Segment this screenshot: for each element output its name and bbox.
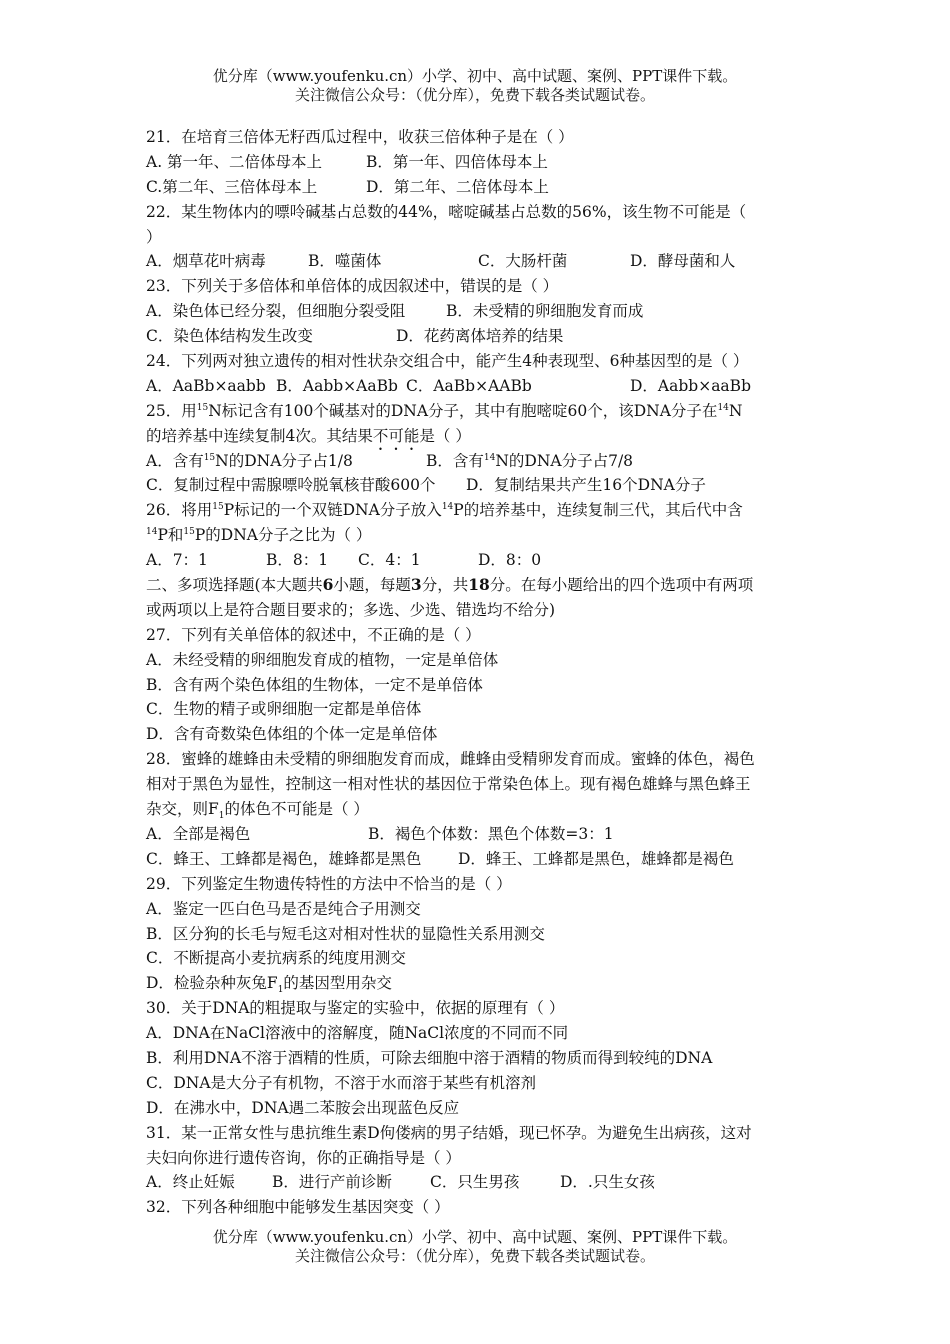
q26-sup: 14 <box>146 527 158 538</box>
q25-option-a-text: A．含有 <box>146 451 204 470</box>
q25-text: N标记含有100个碱基对的DNA分子，其中有胞嘧啶60个，该DNA分子在 <box>208 401 718 420</box>
q30-option-a: A．DNA在NaCl溶液中的溶解度，随NaCl浓度的不同而不同 <box>146 1024 569 1043</box>
q29-option-a: A．鉴定一匹白色马是否是纯合子用测交 <box>146 899 421 918</box>
q21-option-a: A. 第一年、二倍体母本上 <box>146 152 323 171</box>
q25-option-a <box>146 449 426 474</box>
q28-option-b: B．褐色个体数：黑色个体数=3：1 <box>368 824 614 843</box>
q25-stem-1 <box>146 399 816 424</box>
q23-stem: 23．下列关于多倍体和单倍体的成因叙述中，错误的是（ ） <box>146 277 559 296</box>
q26-stem-2 <box>146 523 816 548</box>
header-line-2: 关注微信公众号：（优分库），免费下载各类试题试卷。 <box>294 86 655 104</box>
q21-option-d: D．第二年、二倍体母本上 <box>366 177 549 196</box>
q23-options-ab <box>146 299 816 324</box>
q26-sup: 14 <box>441 502 454 513</box>
section2-text: 本大题共 <box>260 576 323 595</box>
q31-stem-2: 夫妇向你进行遗传咨询，你的正确指导是（ ） <box>146 1148 461 1167</box>
q27-option-c: C．生物的精子或卵细胞一定都是单倍体 <box>146 700 422 719</box>
q27-option-a: A．未经受精的卵细胞发育成的植物，一定是单倍体 <box>146 650 499 669</box>
q30-stem: 30．关于DNA的粗提取与鉴定的实验中，依据的原理有（ ） <box>146 999 565 1018</box>
q26-sup: 15 <box>212 502 224 513</box>
q24-option-d: D．Aabb×aaBb <box>630 376 751 395</box>
q23-option-c: C．染色体结构发生改变 <box>146 327 313 346</box>
q23-option-a: A．染色体已经分裂，但细胞分裂受阻 <box>146 302 406 321</box>
q23-option-d: D．花药离体培养的结果 <box>396 327 564 346</box>
q26-stem-1 <box>146 498 816 523</box>
footer-line-2: 关注微信公众号：（优分库），免费下载各类试题试卷。 <box>294 1247 655 1265</box>
q31-option-c: C．只生男孩 <box>430 1173 520 1192</box>
q29-option-d-sub: 1 <box>277 985 284 996</box>
q27-option-d: D．含有奇数染色体组的个体一定是单倍体 <box>146 725 438 744</box>
q30-option-d: D．在沸水中，DNA遇二苯胺会出现蓝色反应 <box>146 1098 460 1117</box>
q31-option-a: A．终止妊娠 <box>146 1173 235 1192</box>
q25-sup-14: 14 <box>717 402 729 413</box>
q22-stem-2: ） <box>146 227 162 246</box>
q22-options <box>146 249 816 274</box>
q27-option-b: B．含有两个染色体组的生物体，一定不是单倍体 <box>146 675 483 694</box>
q25-text: N <box>728 401 743 420</box>
q21-options-cd <box>146 175 816 200</box>
q27-stem: 27．下列有关单倍体的叙述中，不正确的是（ ） <box>146 625 481 644</box>
q30-option-c: C．DNA是大分子有机物，不溶于水而溶于某些有机溶剂 <box>146 1073 537 1092</box>
q24-option-a: A．AaBb×aabb <box>146 376 266 395</box>
q29-option-d <box>146 971 816 996</box>
header-line-1: 优分库（www.youfenku.cn）小学、初中、高中试题、案例、PPT课件下载。 <box>212 67 738 85</box>
q28-option-a: A．全部是褐色 <box>146 824 251 843</box>
q25-option-b <box>426 452 633 470</box>
q32-stem: 32．下列各种细胞中能够发生基因突变（ ） <box>146 1198 450 1217</box>
section2-heading-2: 或两项以上是符合题目要求的；多选、少选、错选均不给分) <box>146 600 556 619</box>
q30-option-b: B．利用DNA不溶于酒精的性质，可除去细胞中溶于酒精的物质而得到较纯的DNA <box>146 1048 713 1067</box>
q26-option-c: C．4：1 <box>358 551 421 570</box>
q28-option-d: D．蜂王、工蜂都是黑色，雄蜂都是褐色 <box>458 849 734 868</box>
q31-option-d: D．.只生女孩 <box>560 1173 655 1192</box>
q31-options <box>146 1170 816 1195</box>
q26-text: P的培养基中，连续复制三代，其后代中含 <box>453 501 743 520</box>
q25-text: 是（ ） <box>419 426 471 445</box>
q31-option-b: B．进行产前诊断 <box>272 1173 392 1192</box>
q26-sup: 15 <box>183 527 195 538</box>
q25-option-d: D．复制结果共产生16个DNA分子 <box>466 476 706 495</box>
q28-options-cd <box>146 847 816 872</box>
q26-option-b: B．8：1 <box>266 551 329 570</box>
q22-option-c: C．大肠杆菌 <box>478 252 568 271</box>
q29-option-c: C．不断提高小麦抗病系的纯度用测交 <box>146 949 406 968</box>
q31-stem-1: 31．某一正常女性与患抗维生素D佝偻病的男子结婚，现已怀孕。为避免生出病孩，这对 <box>146 1123 752 1142</box>
section2-total: 18 <box>468 575 490 595</box>
q29-stem: 29．下列鉴定生物遗传特性的方法中不恰当的是（ ） <box>146 874 512 893</box>
section2-score: 3 <box>410 575 422 595</box>
footer-line-1: 优分库（www.youfenku.cn）小学、初中、高中试题、案例、PPT课件下载。 <box>212 1228 738 1246</box>
q22-option-d: D．酵母菌和人 <box>630 252 736 271</box>
q25-sup-15: 15 <box>196 402 209 413</box>
q24-option-c: C．AaBb×AABb <box>406 376 532 395</box>
q25-option-a-text: N的DNA分子占1/8 <box>215 451 353 470</box>
q24-option-b: B．Aabb×AaBb <box>276 376 398 395</box>
section2-text: 小题，每题 <box>333 576 411 595</box>
q29-option-b: B．区分狗的长毛与短毛这对相对性状的显隐性关系用测交 <box>146 924 545 943</box>
q28-text: 杂交，则F <box>146 800 219 819</box>
q25-option-a-sup: 15 <box>203 452 216 463</box>
page-header <box>0 67 950 105</box>
q24-options <box>146 374 816 399</box>
q25-text: 25．用 <box>146 401 197 420</box>
q21-stem: 21．在培育三倍体无籽西瓜过程中，收获三倍体种子是在（ ） <box>146 128 574 146</box>
q25-stem-2 <box>146 424 816 449</box>
q29-option-d-text: 的基因型用杂交 <box>283 974 392 993</box>
q28-option-c: C．蜂王、工蜂都是褐色，雄蜂都是黑色 <box>146 849 422 868</box>
section2-count: 6 <box>322 575 334 595</box>
section2-text: 分，共 <box>421 576 469 595</box>
q21-option-c: C.第二年、三倍体母本上 <box>146 177 318 196</box>
q25-option-b-text: N的DNA分子占7/8 <box>495 451 634 470</box>
q25-options-cd <box>146 473 816 498</box>
section2-text: 二、多项选择题( <box>146 576 261 595</box>
q26-options <box>146 548 816 573</box>
q26-text: 26．将用 <box>146 501 213 520</box>
q29-option-d-text: D．检验杂种灰兔F <box>146 974 278 993</box>
q26-text: P标记的一个双链DNA分子放入 <box>223 501 442 520</box>
q28-options-ab <box>146 822 816 847</box>
q28-text: 的体色不可能是（ ） <box>224 800 369 819</box>
q26-text: P和 <box>157 526 184 545</box>
q25-options-ab <box>146 449 816 474</box>
q26-text: P的DNA分子之比为（ ） <box>194 526 372 545</box>
section2-heading-1 <box>146 573 816 598</box>
section2-text: 分。在每小题给出的四个选项中有两项 <box>489 576 754 595</box>
q25-emphasis: 不可能 <box>372 426 420 445</box>
q28-stem-1: 28．蜜蜂的雄蜂由未受精的卵细胞发育而成，雌蜂由受精卵发育而成。蜜蜂的体色，褐色 <box>146 750 755 769</box>
q28-stem-2: 相对于黑色为显性，控制这一相对性状的基因位于常染色体上。现有褐色雄蜂与黑色蜂王 <box>146 775 751 794</box>
q24-stem: 24．下列两对独立遗传的相对性状杂交组合中，能产生4种表现型、6种基因型的是（ ） <box>146 352 749 371</box>
exam-content <box>146 125 816 1220</box>
q22-option-a: A．烟草花叶病毒 <box>146 252 266 271</box>
q28-sub: 1 <box>218 811 225 822</box>
q21-options-ab <box>146 150 816 175</box>
q23-options-cd <box>146 324 816 349</box>
page-footer <box>0 1228 950 1266</box>
q25-option-c: C．复制过程中需腺嘌呤脱氧核苷酸600个 <box>146 476 436 495</box>
q23-option-b: B．未受精的卵细胞发育而成 <box>446 302 644 321</box>
q28-stem-3 <box>146 797 816 822</box>
q25-option-b-text: B．含有 <box>426 451 484 470</box>
q25-text: 的培养基中连续复制4次。其结果 <box>146 426 373 445</box>
q22-stem-1: 22．某生物体内的嘌呤碱基占总数的44%，嘧啶碱基占总数的56%，该生物不可能是（ <box>146 202 747 221</box>
q21-option-b: B．第一年、四倍体母本上 <box>366 152 548 171</box>
q25-option-b-sup: 14 <box>483 452 496 463</box>
q26-option-d: D．8：0 <box>478 551 542 570</box>
q26-option-a: A．7：1 <box>146 551 208 570</box>
q22-option-b: B．噬菌体 <box>308 252 382 271</box>
